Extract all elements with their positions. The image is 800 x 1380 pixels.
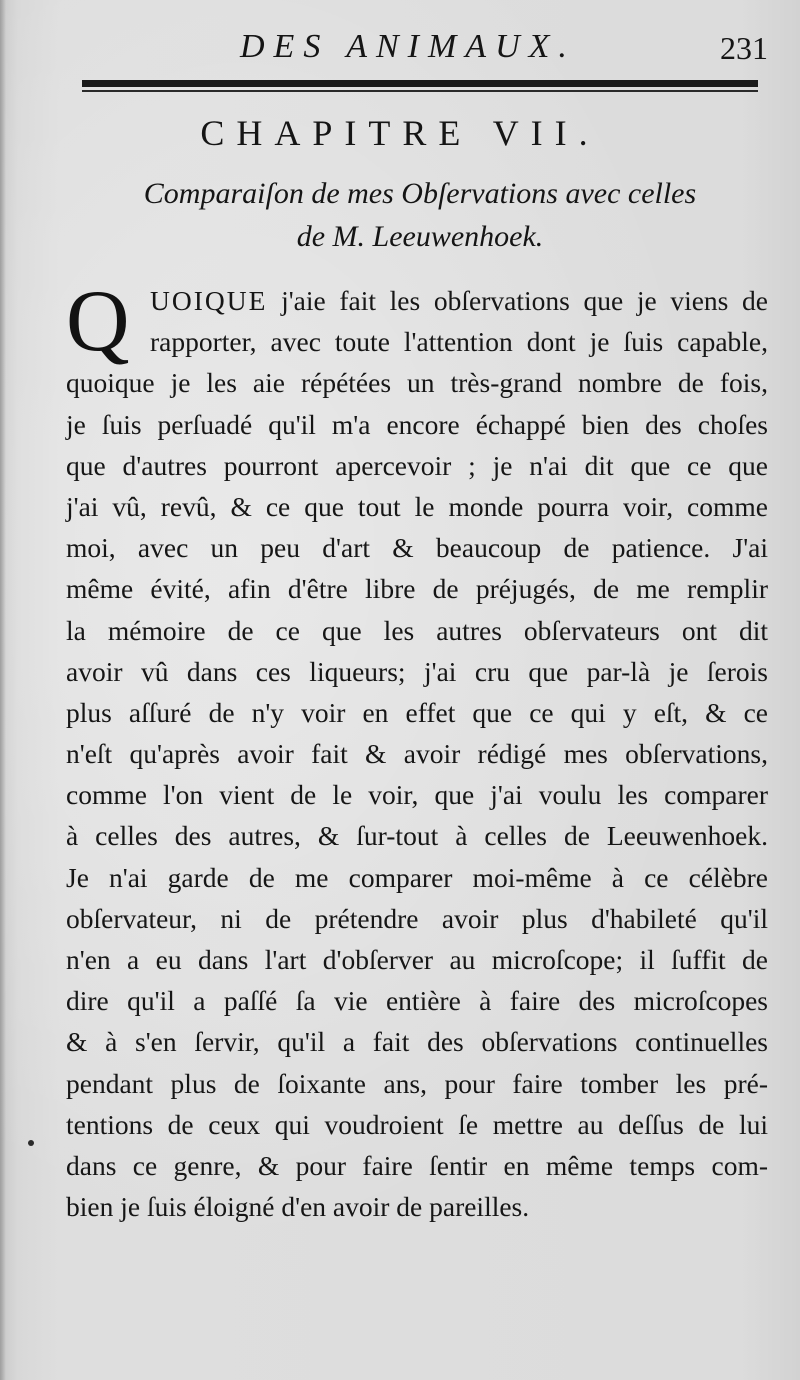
body-line: dans ce genre, & pour faire ſentir en même temps com-	[66, 1149, 768, 1181]
body-line: moi, avec un peu d'art & beaucoup de patience. J'ai	[66, 532, 768, 564]
header-rule-thick	[82, 80, 758, 87]
chapter-heading: CHAPITRE VII.	[200, 113, 600, 153]
body-line: quoique je les aie répétées un très-grand nombre de fois,	[66, 367, 768, 399]
body-line: bien je ſuis éloigné d'en avoir de pareilles.	[66, 1191, 530, 1223]
subtitle-line-2: de M. Leeuwenhoek.	[296, 220, 544, 253]
body-line: la mémoire de ce que les autres obſervateurs ont dit	[66, 614, 768, 646]
body-line: & à s'en ſervir, qu'il a fait des obſervations continuelles	[66, 1026, 768, 1058]
body-line: avoir vû dans ces liqueurs; j'ai cru que par-là je ſerois	[66, 655, 768, 687]
body-line: tentions de ceux qui voudroient ſe mettre au deſſus de lui	[66, 1108, 768, 1140]
header-rule-thin	[82, 90, 758, 92]
body-line: à celles des autres, & ſur-tout à celles de Leeuwenhoek.	[66, 820, 768, 852]
body-line: dire qu'il a paſſé ſa vie entière à faire des microſcopes	[66, 985, 768, 1017]
body-line: j'ai vû, revû, & ce que tout le monde pourra voir, comme	[66, 490, 768, 522]
page-number: 231	[720, 30, 768, 66]
body-line: Je n'ai garde de me comparer moi-même à ce célèbre	[66, 861, 768, 893]
body-line-text: j'aie fait les obſervations que je viens de	[267, 285, 768, 316]
margin-ink-mark	[28, 1140, 34, 1146]
body-text	[66, 273, 768, 1227]
body-line: même évité, afin d'être libre de préjugés, de me remplir	[66, 573, 768, 605]
page-gutter-shadow	[0, 0, 6, 1380]
body-line: je ſuis perſuadé qu'il m'a encore échappé bien des choſes	[66, 408, 768, 440]
running-head	[0, 28, 800, 72]
running-title: DES ANIMAUX.	[240, 28, 576, 65]
body-line: obſervateur, ni de prétendre avoir plus d'habileté qu'il	[66, 902, 768, 934]
body-line: n'eſt qu'après avoir fait & avoir rédigé mes obſervations,	[66, 738, 768, 770]
body-line: pendant plus de ſoixante ans, pour faire tomber les pré-	[66, 1067, 768, 1099]
body-line: n'en a eu dans l'art d'obſerver au microſcope; il ſuffit de	[66, 944, 768, 975]
body-line: que d'autres pourront apercevoir ; je n'ai dit que ce que	[66, 449, 768, 481]
body-line	[66, 280, 768, 321]
body-line: plus aſſuré de n'y voir en effet que ce qui y eſt, & ce	[66, 696, 768, 728]
body-line: comme l'on vient de le voir, que j'ai voulu les comparer	[66, 779, 768, 811]
first-word: UOIQUE	[150, 285, 268, 316]
subtitle-line-1: Comparaiſon de mes Obſervations avec celles	[143, 177, 697, 210]
drop-cap: Q	[66, 273, 130, 370]
body-line: rapporter, avec toute l'attention dont je ſuis capable,	[150, 326, 768, 358]
chapter-subtitle	[70, 172, 770, 258]
